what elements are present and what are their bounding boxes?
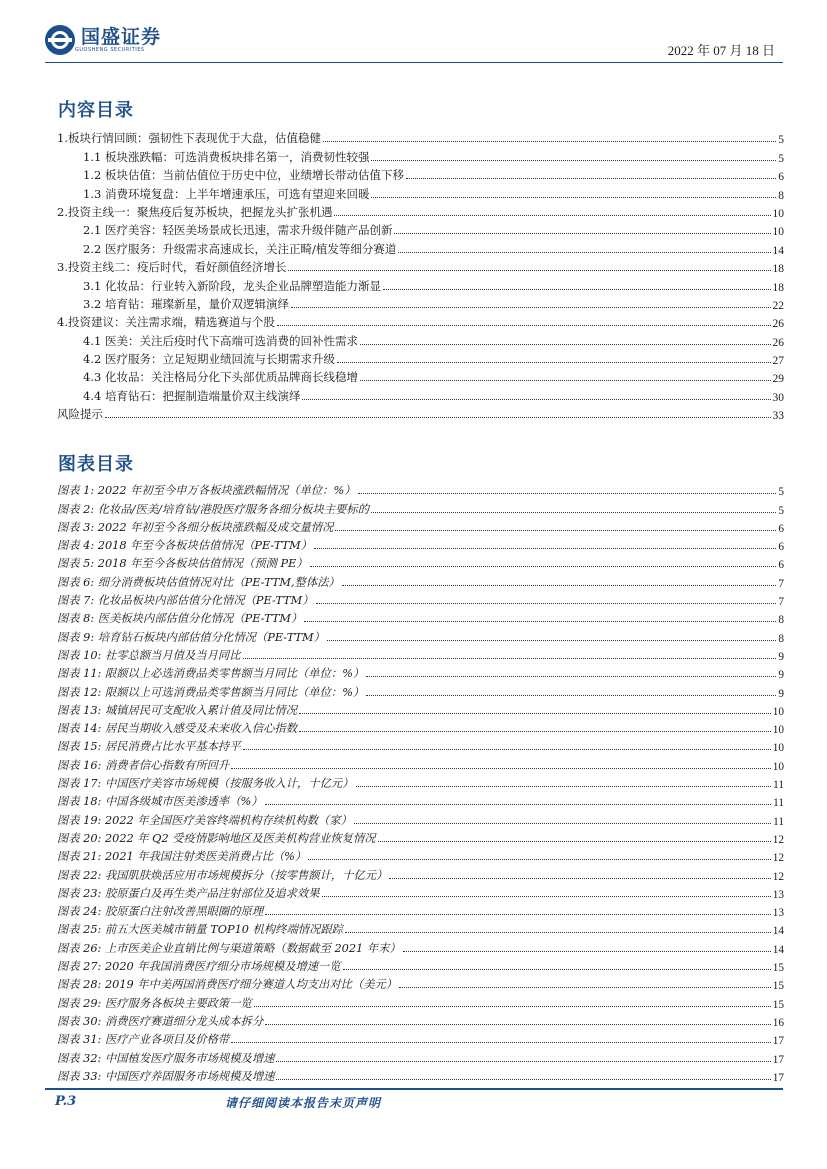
toc-entry-page: 10: [772, 207, 784, 220]
figure-entry[interactable]: [57, 498, 784, 516]
figure-entry[interactable]: [57, 1011, 784, 1029]
figure-entry-page: 11: [773, 797, 784, 810]
header-divider: [45, 62, 783, 63]
figure-entry[interactable]: [57, 626, 784, 644]
toc-entry[interactable]: [57, 128, 784, 146]
figure-entry-page: 14: [772, 925, 784, 938]
figure-entry-leader: [354, 823, 771, 824]
figure-entry[interactable]: [57, 992, 784, 1010]
figure-entry-page: 9: [778, 669, 784, 682]
figure-entry[interactable]: [57, 608, 784, 626]
figure-entry-leader: [254, 1006, 771, 1007]
figure-entry-page: 8: [778, 632, 784, 645]
figure-entry-page: 10: [772, 724, 784, 737]
figure-entry-label: 图表 4: 2018 年至今各板块估值情况（PE-TTM）: [57, 539, 312, 553]
toc-entry-leader: [323, 141, 776, 142]
figure-entry-label: 图表 21: 2021 年我国注射类医美消费占比（%）: [57, 850, 307, 864]
figure-entry[interactable]: [57, 809, 784, 827]
figure-entry-label: 图表 28: 2019 年中美两国消费医疗细分赛道人均支出对比（美元）: [57, 978, 398, 992]
toc-entry-leader: [291, 307, 771, 308]
figure-entry-leader: [265, 914, 771, 915]
figure-entry-label: 图表 20: 2022 年 Q2 受疫情影响地区及医美机构营业恢复情况: [57, 831, 376, 845]
figure-entry-page: 17: [772, 1035, 784, 1048]
toc-entry-leader: [277, 325, 771, 326]
figure-entry-label: 图表 30: 消费医疗赛道细分龙头成本拆分: [57, 1014, 264, 1028]
figure-entry-leader: [371, 512, 776, 513]
toc-entry-label: 风险提示: [57, 407, 103, 422]
toc-entry-label: 1.板块行情回顾：强韧性下表现优于大盘，估值稳健: [57, 131, 321, 146]
company-name: 国盛证券: [81, 26, 162, 48]
toc-entry-label: 3.投资主线二：疫后时代，看好颜值经济增长: [57, 260, 287, 275]
figures-title: 图表目录: [58, 454, 134, 475]
figure-entry[interactable]: [57, 791, 784, 809]
toc-entry[interactable]: [57, 312, 784, 330]
figure-entry-page: 9: [778, 650, 784, 663]
toc-entry-label: 3.2 培育钻：璀璨新星，量价双逻辑演绎: [83, 296, 289, 311]
figure-entry-leader: [358, 493, 777, 494]
toc-entry-page: 18: [772, 281, 784, 294]
figure-entry-leader: [299, 731, 771, 732]
figure-entry-label: 图表 23: 胶原蛋白及再生类产品注射部位及追求效果: [57, 886, 320, 900]
toc-entry-page: 29: [772, 373, 784, 386]
toc-entry-label: 4.1 医美：关注后疫时代下高端可选消费的回补性需求: [83, 333, 358, 348]
figure-entry-page: 7: [778, 577, 784, 590]
toc-entry-label: 4.3 化妆品：关注格局分化下头部优质品牌商长线稳增: [83, 370, 358, 385]
figure-entry-page: 11: [773, 779, 784, 792]
figure-entry-label: 图表 12: 限额以上可选消费品类零售额当月同比（单位：%）: [57, 685, 365, 699]
figure-entry-leader: [327, 640, 777, 641]
figure-entry-leader: [299, 713, 771, 714]
toc-entry-page: 10: [772, 226, 784, 239]
figure-entry-leader: [314, 548, 776, 549]
figure-entry-label: 图表 22: 我国肌肤焕活应用市场规模拆分（按零售额计，十亿元）: [57, 868, 388, 882]
figure-entry-page: 6: [778, 541, 784, 554]
figure-entry-leader: [231, 1042, 770, 1043]
figure-entry-leader: [276, 1061, 770, 1062]
toc-entry-leader: [383, 289, 771, 290]
figure-entry-leader: [265, 1024, 771, 1025]
toc-entry-page: 26: [772, 336, 784, 349]
figure-entry-page: 15: [772, 962, 784, 975]
figure-entry-page: 15: [772, 998, 784, 1011]
figure-entry-page: 12: [772, 833, 784, 846]
figure-entry-page: 8: [778, 614, 784, 627]
figure-entry-page: 7: [778, 596, 784, 609]
figure-entry-label: 图表 1: 2022 年初至今申万各板块涨跌幅情况（单位：%）: [57, 484, 356, 498]
figure-entry[interactable]: [57, 517, 784, 535]
figure-entry[interactable]: [57, 1066, 784, 1084]
figure-entry-page: 17: [772, 1053, 784, 1066]
figure-entry-label: 图表 31: 医疗产业各项目及价格带: [57, 1033, 230, 1047]
toc-entry-leader: [337, 362, 771, 363]
figure-entry-page: 17: [772, 1071, 784, 1084]
toc-entry[interactable]: [57, 220, 784, 238]
figure-entry-label: 图表 18: 中国各级城市医美渗透率（%）: [57, 795, 263, 809]
page-header: [0, 0, 827, 62]
report-date: 2022 年 07 月 18 日: [667, 43, 775, 58]
toc-entry-leader: [394, 233, 770, 234]
figure-entry-page: 14: [772, 943, 784, 956]
figure-entry-page: 11: [773, 815, 784, 828]
figure-entry-label: 图表 6: 细分消费板块估值情况对比（PE-TTM,整体法）: [57, 575, 340, 589]
figure-entry[interactable]: [57, 883, 784, 901]
figure-entry-leader: [322, 896, 771, 897]
figure-entry[interactable]: [57, 773, 784, 791]
toc-entry-page: 14: [772, 244, 784, 257]
figure-entry-label: 图表 10: 社零总额当月值及当月同比: [57, 648, 241, 662]
figure-entry-leader: [403, 951, 771, 952]
figure-entry-leader: [243, 658, 777, 659]
figure-entry-label: 图表 17: 中国医疗美容市场规模（按服务收入计，十亿元）: [57, 777, 354, 791]
figure-entry[interactable]: [57, 700, 784, 718]
figure-entry-page: 6: [778, 522, 784, 535]
figure-entry-label: 图表 25: 前五大医美城市销量 TOP10 机构终端情况跟踪: [57, 923, 343, 937]
toc-entry-page: 27: [772, 355, 784, 368]
figure-entry[interactable]: [57, 846, 784, 864]
figure-entry-label: 图表 9: 培育钻石板块内部估值分化情况（PE-TTM）: [57, 630, 325, 644]
figure-entry-leader: [265, 804, 772, 805]
figure-entry-leader: [366, 676, 776, 677]
toc-entry[interactable]: [57, 294, 784, 312]
toc-entry-label: 1.2 板块估值：当前估值位于历史中位，业绩增长带动估值下移: [83, 168, 404, 183]
figure-entry[interactable]: [57, 480, 784, 498]
figure-entry-page: 5: [778, 504, 784, 517]
figure-entry[interactable]: [57, 736, 784, 754]
figure-entry[interactable]: [57, 553, 784, 571]
figure-entry[interactable]: [57, 919, 784, 937]
figure-entry-page: 5: [778, 486, 784, 499]
toc-entry[interactable]: [57, 146, 784, 164]
toc-entry-leader: [334, 215, 770, 216]
figure-entry-leader: [308, 859, 771, 860]
figure-entry-label: 图表 11: 限额以上必选消费品类零售额当月同比（单位：%）: [57, 667, 365, 681]
toc-entry-page: 30: [772, 391, 784, 404]
figure-entry[interactable]: [57, 590, 784, 608]
toc-entry[interactable]: [57, 165, 784, 183]
contents-list: [57, 128, 784, 422]
figure-entry-page: 10: [772, 742, 784, 755]
figure-entry[interactable]: [57, 1029, 784, 1047]
figure-entry-label: 图表 27: 2020 年我国消费医疗细分市场规模及增速一览: [57, 960, 341, 974]
figure-entry-label: 图表 33: 中国医疗养固服务市场规模及增速: [57, 1069, 275, 1083]
figures-list: [57, 480, 784, 1084]
toc-entry-label: 2.1 医疗美容：轻医美场景成长迅速，需求升级伴随产品创新: [83, 223, 393, 238]
toc-entry-leader: [398, 252, 770, 253]
figure-entry-label: 图表 15: 居民消费占比水平基本持平: [57, 740, 241, 754]
figure-entry[interactable]: [57, 754, 784, 772]
figure-entry-leader: [356, 786, 772, 787]
toc-entry[interactable]: [57, 202, 784, 220]
figure-entry[interactable]: [57, 937, 784, 955]
toc-entry-label: 3.1 化妆品：行业转入新阶段，龙头企业品牌塑造能力渐显: [83, 278, 381, 293]
toc-entry[interactable]: [57, 404, 784, 422]
figure-entry[interactable]: [57, 645, 784, 663]
toc-entry-label: 4.投资建议：关注需求端，精选赛道与个股: [57, 315, 275, 330]
figure-entry-label: 图表 19: 2022 年全国医疗美容终端机构存续机构数（家）: [57, 813, 352, 827]
figure-entry-leader: [343, 969, 771, 970]
figure-entry-leader: [378, 841, 771, 842]
figure-entry-page: 6: [778, 559, 784, 572]
toc-entry[interactable]: [57, 183, 784, 201]
footer-disclaimer: 请仔细阅读本报告末页声明: [225, 1096, 382, 1110]
toc-entry[interactable]: [57, 257, 784, 275]
figure-entry-page: 12: [772, 870, 784, 883]
toc-entry[interactable]: [57, 367, 784, 385]
figure-entry-label: 图表 8: 医美板块内部估值分化情况（PE-TTM）: [57, 612, 303, 626]
figure-entry-leader: [243, 749, 771, 750]
toc-entry-page: 33: [772, 410, 784, 423]
figure-entry-leader: [345, 932, 771, 933]
figure-entry-label: 图表 14: 居民当期收入感受及未来收入信心指数: [57, 722, 298, 736]
figure-entry-leader: [335, 530, 776, 531]
figure-entry[interactable]: [57, 663, 784, 681]
toc-entry-page: 5: [778, 134, 784, 147]
figure-entry-page: 12: [772, 852, 784, 865]
figure-entry[interactable]: [57, 681, 784, 699]
figure-entry-leader: [304, 621, 776, 622]
figure-entry-page: 15: [772, 980, 784, 993]
figure-entry-label: 图表 3: 2022 年初至今各细分板块涨跌幅及成交量情况: [57, 520, 334, 534]
figure-entry-page: 10: [772, 705, 784, 718]
figure-entry[interactable]: [57, 571, 784, 589]
figure-entry[interactable]: [57, 956, 784, 974]
figure-entry-label: 图表 16: 消费者信心指数有所回升: [57, 758, 230, 772]
footer-divider: [45, 1088, 783, 1090]
figure-entry-leader: [231, 768, 770, 769]
toc-entry-leader: [302, 399, 770, 400]
figure-entry-page: 10: [772, 760, 784, 773]
figure-entry-label: 图表 5: 2018 年至今各板块估值情况（预测 PE）: [57, 557, 308, 571]
toc-entry-label: 4.4 培育钻石：把握制造端量价双主线演绎: [83, 388, 301, 403]
toc-entry-label: 1.1 板块涨跌幅：可选消费板块排名第一，消费韧性较强: [83, 149, 370, 164]
toc-entry-page: 18: [772, 263, 784, 276]
toc-entry-label: 4.2 医疗服务：立足短期业绩回流与长期需求升级: [83, 352, 335, 367]
toc-entry-label: 2.2 医疗服务：升级需求高速成长，关注正畸/植发等细分赛道: [83, 241, 397, 256]
contents-title: 内容目录: [58, 100, 134, 121]
toc-entry-page: 8: [778, 189, 784, 202]
toc-entry[interactable]: [57, 349, 784, 367]
figure-entry-leader: [276, 1079, 770, 1080]
toc-entry-page: 6: [778, 171, 784, 184]
figure-entry[interactable]: [57, 535, 784, 553]
figure-entry-leader: [310, 566, 777, 567]
figure-entry[interactable]: [57, 864, 784, 882]
toc-entry-leader: [360, 380, 771, 381]
logo-icon: [45, 25, 75, 55]
figure-entry-page: 9: [778, 687, 784, 700]
toc-entry-label: 1.3 消费环境复盘：上半年增速承压，可选有望迎来回暖: [83, 186, 370, 201]
toc-entry[interactable]: [57, 275, 784, 293]
toc-entry-leader: [360, 344, 771, 345]
figure-entry-leader: [366, 695, 776, 696]
toc-entry-page: 26: [772, 318, 784, 331]
figure-entry-label: 图表 2: 化妆品/医美/培育钻/港股医疗服务各细分板块主要标的: [57, 502, 370, 516]
figure-entry-label: 图表 13: 城镇居民可支配收入累计值及同比情况: [57, 703, 298, 717]
toc-entry-leader: [406, 178, 776, 179]
toc-entry[interactable]: [57, 238, 784, 256]
toc-entry-label: 2.投资主线一：聚焦疫后复苏板块，把握龙头扩张机遇: [57, 204, 333, 219]
figure-entry[interactable]: [57, 901, 784, 919]
figure-entry[interactable]: [57, 1047, 784, 1065]
toc-entry[interactable]: [57, 330, 784, 348]
figure-entry-page: 16: [772, 1016, 784, 1029]
figure-entry-leader: [389, 878, 770, 879]
figure-entry-leader: [316, 603, 777, 604]
figure-entry-page: 13: [772, 888, 784, 901]
figure-entry-label: 图表 32: 中国植发医疗服务市场规模及增速: [57, 1051, 275, 1065]
company-name-en: GUOSHENG SECURITIES: [75, 47, 145, 53]
toc-entry-page: 5: [778, 152, 784, 165]
figure-entry-leader: [342, 585, 777, 586]
figure-entry-label: 图表 24: 胶原蛋白注射改善黑眼圈的原理: [57, 905, 264, 919]
figure-entry-label: 图表 29: 医疗服务各板块主要政策一览: [57, 996, 252, 1010]
company-logo: [45, 25, 161, 55]
figure-entry[interactable]: [57, 828, 784, 846]
figure-entry-page: 13: [772, 907, 784, 920]
figure-entry-label: 图表 26: 上市医美企业直销比例与渠道策略（数据截至 2021 年末）: [57, 941, 401, 955]
toc-entry-leader: [371, 197, 776, 198]
toc-entry[interactable]: [57, 385, 784, 403]
toc-entry-page: 22: [772, 299, 784, 312]
figure-entry-label: 图表 7: 化妆品板块内部估值分化情况（PE-TTM）: [57, 594, 314, 608]
toc-entry-leader: [105, 417, 771, 418]
page-number: P.3: [55, 1094, 77, 1109]
figure-entry[interactable]: [57, 718, 784, 736]
toc-entry-leader: [371, 160, 776, 161]
figure-entry[interactable]: [57, 974, 784, 992]
figure-entry-leader: [399, 987, 771, 988]
toc-entry-leader: [288, 270, 770, 271]
